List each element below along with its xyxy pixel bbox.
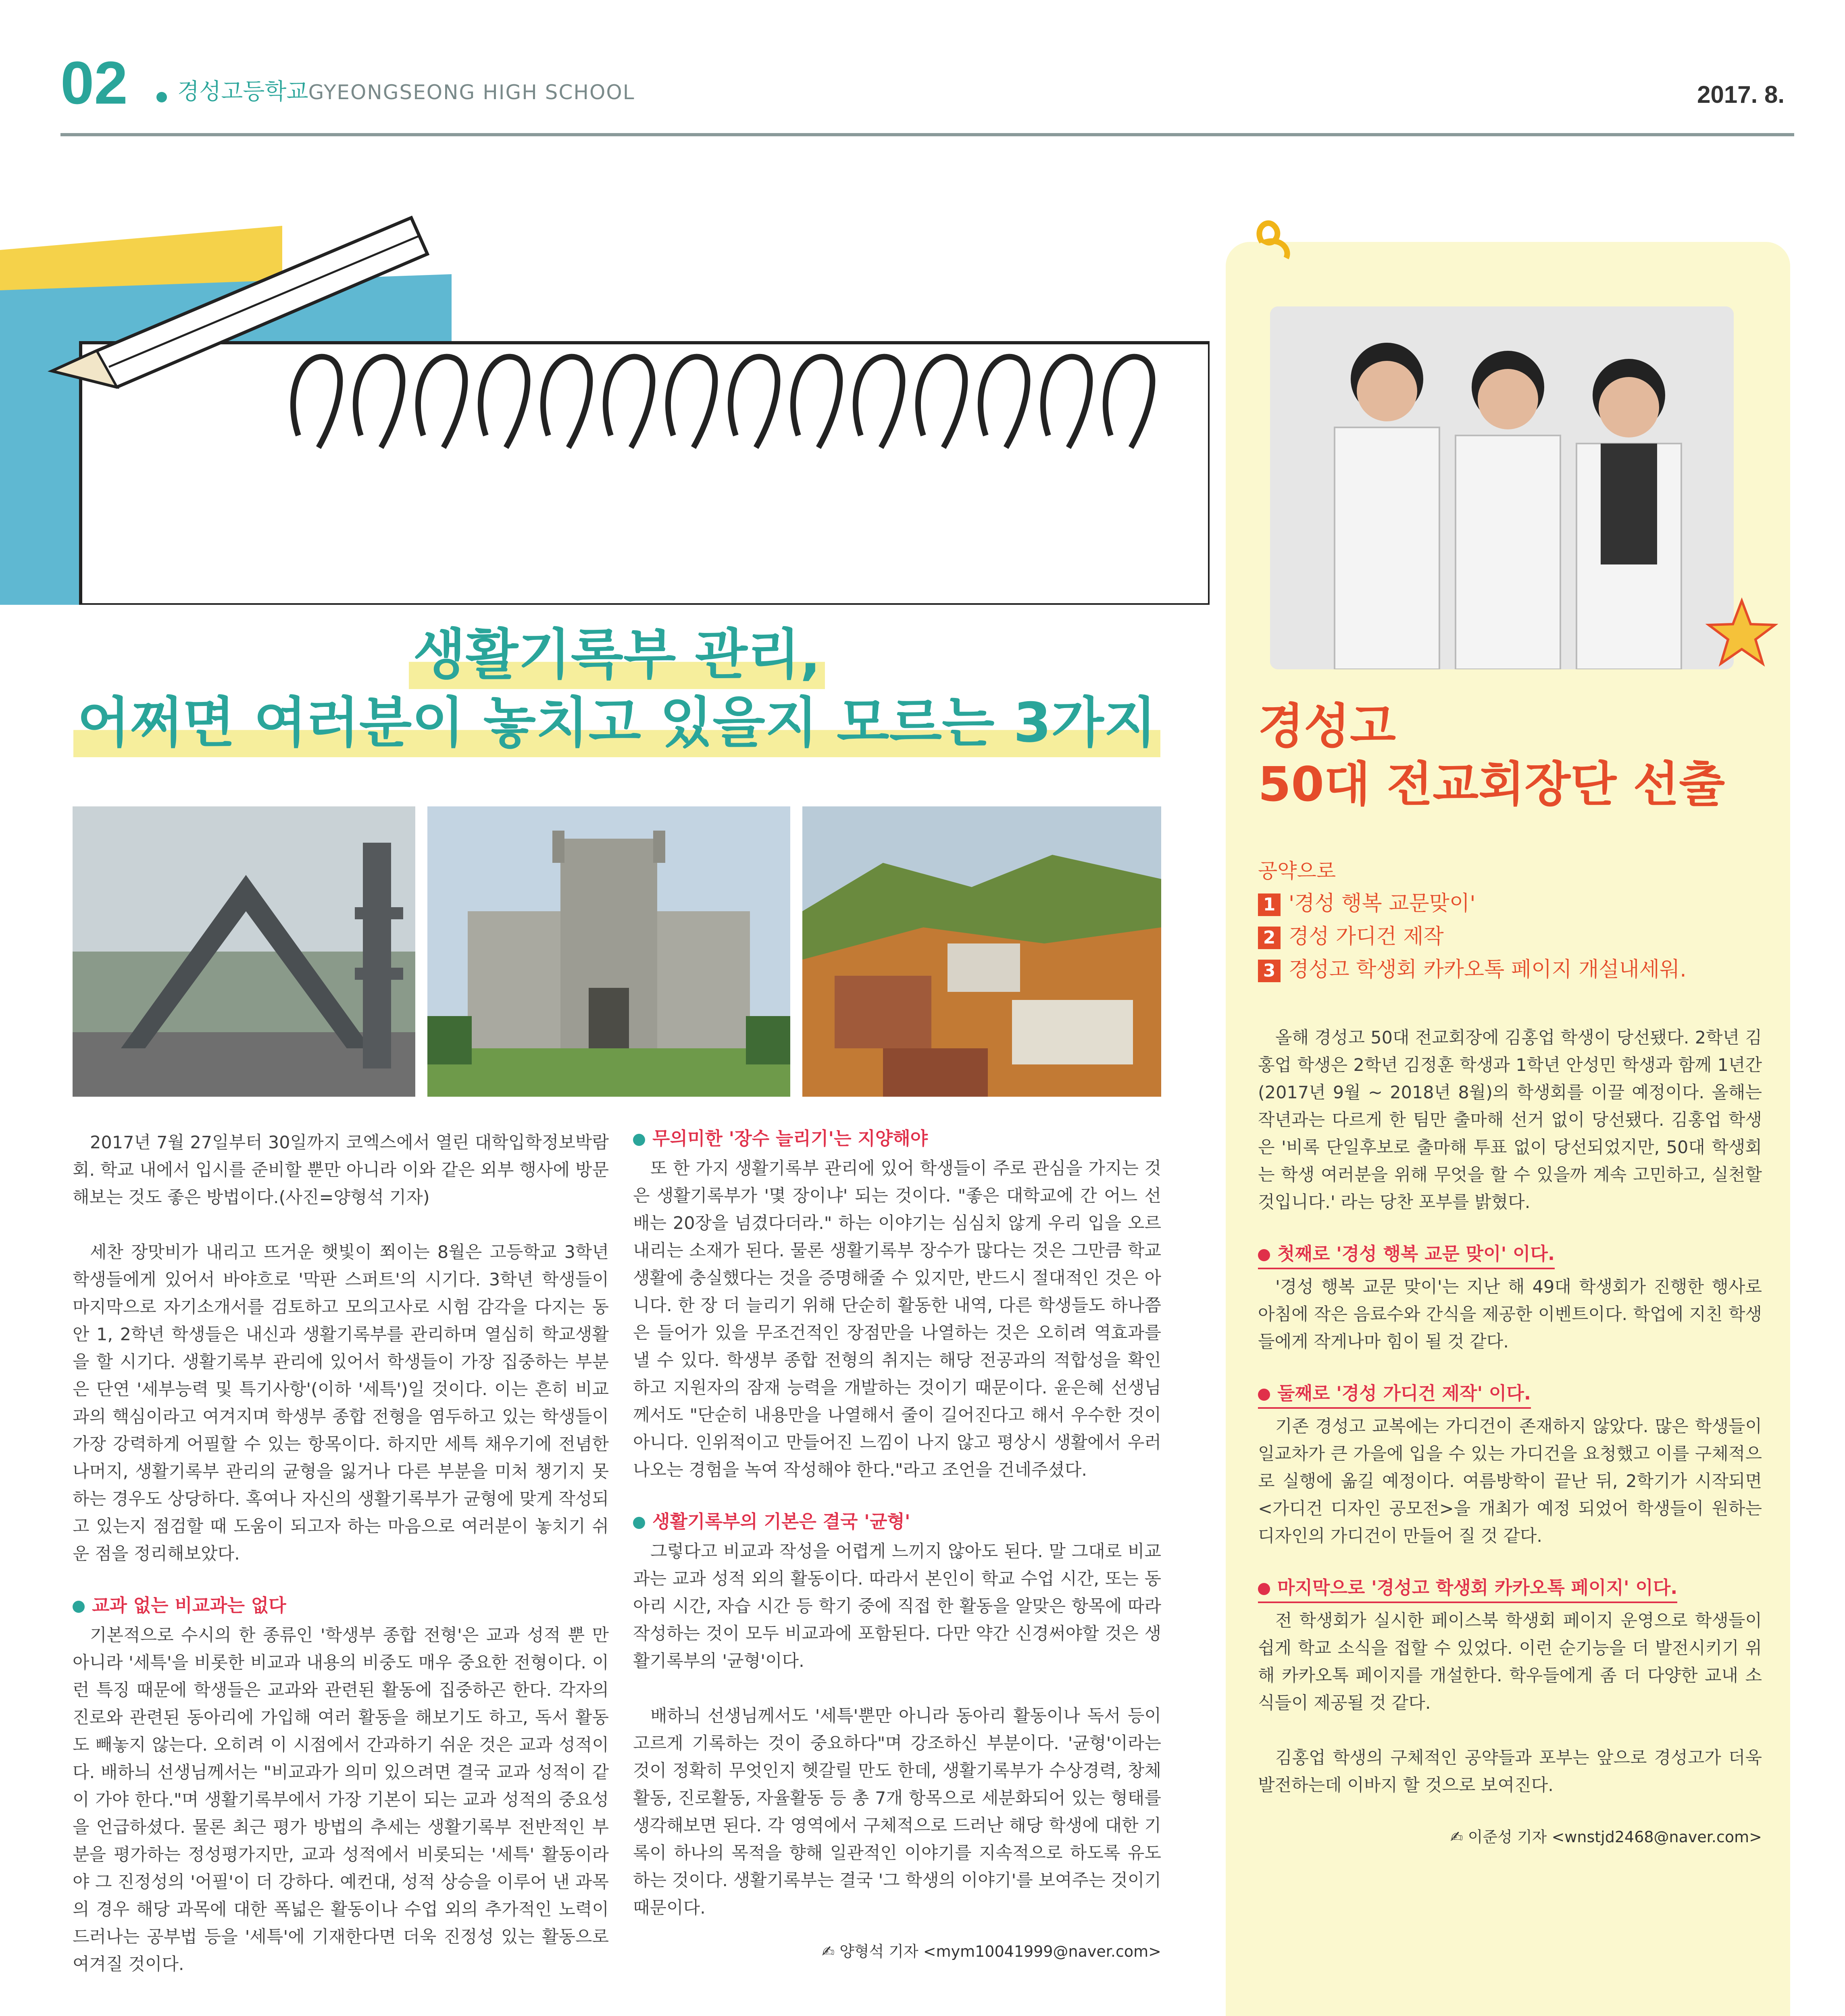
page-number: 02 <box>60 49 128 117</box>
sidebar-title-line1: 경성고 <box>1258 698 1396 754</box>
sidebar-closing: 김홍업 학생의 구체적인 공약들과 포부는 앞으로 경성고가 더욱 발전하는데 이바지 할 것으로 보여진다. <box>1258 1748 1762 1795</box>
pledge-number: 1 <box>1258 893 1281 916</box>
pledge-heading: 공약으로 <box>1258 859 1336 883</box>
spiral-ring <box>418 357 465 448</box>
sidebar-title-line2: 50대 전교회장단 선출 <box>1258 756 1725 812</box>
bullet-dot <box>633 1134 645 1146</box>
article-column-2 <box>633 1125 1161 1965</box>
sidebar-intro: 올해 경성고 50대 전교회장에 김홍업 학생이 당선됐다. 2학년 김홍업 학생은 2학년 김정훈 학생과 1학년 안성민 학생과 함께 1년간(2017년 9월 ~ 2018년 8월)의 학생회를 이끌 예정이다. 올해는 작년과는 다르게 한 팀만 출마해 선거 없이 당선됐다. 김홍업 학생은 '비록 단일후보로 출마해 투표 없이 당선되었지만, 50대 학생회는 학생 여러분을 위해 무엇을 할 수 있을까 계속 고민하고, 실천할 것입니다.' 라는 당찬 포부를 밝혔다. <box>1258 1028 1762 1212</box>
sidebar-sub2-title: 둘째로 '경성 가디건 제작' 이다. <box>1277 1383 1531 1404</box>
section2-heading <box>633 1125 1161 1152</box>
sidebar-byline-text: 이준성 기자 <wnstjd2468@naver.com> <box>1468 1828 1762 1846</box>
spiral-ring <box>481 357 527 448</box>
pledge-item <box>1258 920 1687 953</box>
sidebar-title <box>1258 698 1725 814</box>
pledge-list <box>1258 887 1687 986</box>
pledge-item <box>1258 887 1687 920</box>
spiral-ring <box>293 357 340 448</box>
article-intro: 세찬 장맛비가 내리고 뜨거운 햇빛이 쬐이는 8월은 고등학교 3학년 학생들에게 있어서 바야흐로 '막판 스퍼트'의 시기다. 3학년 학생들이 마지막으로 자기소개서를 검토하고 모의고사로 시험 감각을 다지는 동안 1, 2학년 학생들은 내신과 생활기록부를 관리하며 열심히 학교생활을 할 시기다. 생활기록부 관리에 있어서 학생들이 가장 집중하는 부분은 단연 '세부능력 및 특기사항'(이하 '세특')일 것이다. 이는 흔히 비교과의 핵심이라고 여겨지며 학생부 종합 전형을 염두하고 있는 학생들이 가장 강력하게 어필할 수 있는 항목이다. 하지만 세특 채우기에 전념한 나머지, 생활기록부 관리의 균형을 잃거나 다른 부분을 미처 챙기지 못하는 경우도 상당하다. 혹여나 자신의 생활기록부가 균형에 맞게 작성되고 있는지 점검할 때 도움이 되고자 하는 마음으로 여러분이 놓치기 쉬운 점을 정리해보았다. <box>73 1242 609 1564</box>
spiral-ring <box>356 357 402 448</box>
headline-line2: 어쩌면 여러분이 놓치고 있을지 모르는 3가지 <box>73 689 1160 757</box>
section3-body-1: 그렇다고 비교과 작성을 어렵게 느끼지 않아도 된다. 말 그대로 비교과는 교과 성적 외의 활동이다. 따라서 본인이 학교 수업 시간, 또는 동아리 시간, 자습 시간 등 학기 중에 직접 한 활동을 알맞은 항목에 따라 작성하는 것이 모두 비교과에 포함된다. 다만 약간 신경써야할 것은 생활기록부의 '균형'이다. <box>633 1541 1161 1671</box>
star-icon <box>1705 597 1778 669</box>
section1-title: 교과 없는 비교과는 없다 <box>92 1595 286 1616</box>
sidebar-sub3-heading <box>1258 1574 1677 1603</box>
article-headline <box>60 621 1173 757</box>
article-byline <box>633 1938 1161 1965</box>
sidebar-sub2-body: 기존 경성고 교복에는 가디건이 존재하지 않았다. 많은 학생들이 일교차가 큰 가을에 입을 수 있는 가디건을 요청했고 이를 구체적으로 실행에 옮길 예정이다. 여름방학이 끝난 뒤, 2학기가 시작되면 <가디건 디자인 공모전>을 개최가 예정 되었어 학생들이 원하는 디자인의 가디건이 만들어 질 것 같다. <box>1258 1416 1762 1546</box>
pen-icon: ✍ <box>822 1943 840 1960</box>
bullet-dot <box>73 1601 85 1613</box>
university-building-photo <box>427 806 790 1097</box>
sidebar-sub3-body: 전 학생회가 실시한 페이스북 학생회 페이지 운영으로 학생들이 쉽게 학교 소식을 접할 수 있었다. 이런 순기능을 더 발전시키기 위해 카카오톡 페이지를 개설한다. 학우들에게 좀 더 다양한 교내 소식들이 제공될 것 같다. <box>1258 1611 1762 1713</box>
header-rule <box>60 133 1794 136</box>
student-council-photo <box>1270 306 1734 669</box>
bullet-dot <box>1258 1389 1270 1401</box>
campus-aerial-photo <box>802 806 1161 1097</box>
pledge-number: 2 <box>1258 927 1281 949</box>
section1-heading <box>73 1592 609 1619</box>
sidebar-sub2-heading <box>1258 1380 1531 1409</box>
pen-icon: ✍ <box>1450 1828 1468 1846</box>
section1-body: 기본적으로 수시의 한 종류인 '학생부 종합 전형'은 교과 성적 뿐 만 아니라 '세특'을 비롯한 비교과 내용의 비중도 매우 중요한 전형이다. 이런 특징 때문에 학생들은 교과와 관련된 활동에 집중하곤 한다. 각자의 진로와 관련된 동아리에 가입해 여러 활동을 해보기도 하고, 독서 활동도 빼놓지 않는다. 오히려 이 시점에서 간과하기 쉬운 것은 교과 성적이다. 배하늬 선생님께서는 "비교과가 의미 있으려면 결국 교과 성적이 같이 가야 한다."며 생활기록부에서 가장 기본이 되는 교과 성적의 중요성을 언급하셨다. 물론 최근 평가 방법의 추세는 생활기록부 전반적인 부분을 평가하는 정성평가지만, 교과 성적에서 비롯되는 '세특' 활동이라야 그 진정성의 '어필'이 더 강하다. 예컨대, 성적 상승을 이루어 낸 과목의 경우 해당 과목에 대한 폭넓은 활동이나 수업 외의 추가적인 노력이 드러나는 공부법 등을 '세특'에 기재한다면 더욱 진정성 있는 활동으로 여겨질 것이다. <box>73 1625 609 1974</box>
spiral-ring <box>856 357 902 448</box>
school-name-en: GYEONGSEONG HIGH SCHOOL <box>308 81 635 104</box>
sidebar-sub3-title: 마지막으로 '경성고 학생회 카카오톡 페이지' 이다. <box>1277 1577 1678 1598</box>
spiral-ring <box>1043 357 1090 448</box>
spiral-ring <box>668 357 715 448</box>
section3-title: 생활기록부의 기본은 결국 '균형' <box>652 1511 910 1532</box>
bullet-dot <box>633 1517 645 1529</box>
spiral-ring <box>606 357 652 448</box>
section3-heading <box>633 1508 1161 1535</box>
section2-body: 또 한 가지 생활기록부 관리에 있어 학생들이 주로 관심을 가지는 것은 생활기록부가 '몇 장이냐' 되는 것이다. "좋은 대학교에 간 어느 선배는 20장을 넘겼다더라." 하는 이야기는 심심치 않게 우리 입을 오르내리는 소재가 된다. 물론 생활기록부 장수가 많다는 것은 그만큼 학교생활에 충실했다는 것을 증명해줄 수 있지만, 반드시 절대적인 것은 아니다. 한 장 더 늘리기 위해 단순히 활동한 내역, 다른 학생들도 하나쯤은 들어가 있을 무조건적인 장점만을 나열하는 것은 오히려 역효과를 낼 수 있다. 학생부 종합 전형의 취지는 해당 전공과의 적합성을 확인하고 지원자의 잠재 능력을 개발하는 것이기 때문이다. 윤은혜 선생님께서도 "단순히 내용만을 나열해서 줄이 길어진다고 해서 우수한 것이 아니다. 인위적이고 만들어진 느낌이 나지 않고 평상시 생활에서 우러나오는 경험을 녹여 작성해야 한다."라고 조언을 건네주셨다. <box>633 1158 1161 1480</box>
spiral-binding <box>282 314 1169 645</box>
campus-gate-photo <box>73 806 415 1097</box>
spiral-ring <box>543 357 590 448</box>
school-name-kr: 경성고등학교 <box>177 79 308 105</box>
pledge-item <box>1258 953 1687 986</box>
photo-caption: 2017년 7월 27일부터 30일까지 코엑스에서 열린 대학입학정보박람회. 학교 내에서 입시를 준비할 뿐만 아니라 이와 같은 외부 행사에 방문해보는 것도 좋은 방법이다.(사진=양형석 기자) <box>73 1133 609 1208</box>
pledge-text: '경성 행복 교문맞이' <box>1289 891 1476 916</box>
pledge-text: 경성고 학생회 카카오톡 페이지 개설내세워. <box>1289 958 1687 982</box>
sidebar-body <box>1258 1024 1762 1851</box>
bullet-dot <box>1258 1583 1270 1595</box>
school-name <box>177 81 635 103</box>
headline-line1: 생활기록부 관리, <box>409 621 825 689</box>
bullet-dot <box>1258 1249 1270 1261</box>
spiral-ring <box>918 357 965 448</box>
issue-date: 2017. 8. <box>1697 81 1785 108</box>
section3-body-2: 배하늬 선생님께서도 '세특'뿐만 아니라 동아리 활동이나 독서 등이 고르게 기록하는 것이 중요하다"며 강조하신 부분이다. '균형'이라는 것이 정확히 무엇인지 헷갈릴 만도 한데, 생활기록부가 수상경력, 창체활동, 진로활동, 자율활동 등 총 7개 항목으로 세분화되어 있는 형태를 생각해보면 된다. 각 영역에서 구체적으로 드러난 해당 학생에 대한 기록이 하나의 목적을 향해 일관적인 이야기를 지속적으로 하도록 유도하는 것이다. 생활기록부는 결국 '그 학생의 이야기'를 보여주는 것이기 때문이다. <box>633 1706 1161 1918</box>
spiral-ring <box>981 357 1027 448</box>
sidebar-sub1-heading <box>1258 1240 1555 1269</box>
pledge-number: 3 <box>1258 960 1281 982</box>
article-byline-text: 양형석 기자 <mym10041999@naver.com> <box>839 1943 1161 1960</box>
spiral-ring <box>793 357 840 448</box>
ribbon-icon <box>1250 210 1298 266</box>
header-dot <box>156 92 167 102</box>
section2-title: 무의미한 '장수 늘리기'는 지양해야 <box>652 1128 928 1149</box>
article-column-1 <box>73 1129 609 1978</box>
sidebar-byline <box>1258 1823 1762 1851</box>
spiral-ring <box>1106 357 1152 448</box>
sidebar-sub1-title: 첫째로 '경성 행복 교문 맞이' 이다. <box>1277 1243 1555 1264</box>
sidebar-sub1-body: '경성 행복 교문 맞이'는 지난 해 49대 학생회가 진행한 행사로 아침에 작은 음료수와 간식을 제공한 이벤트이다. 학업에 지친 학생들에게 작게나마 힘이 될 것 같다. <box>1258 1277 1762 1352</box>
spiral-ring <box>731 357 777 448</box>
pledge-text: 경성 가디건 제작 <box>1289 925 1444 949</box>
